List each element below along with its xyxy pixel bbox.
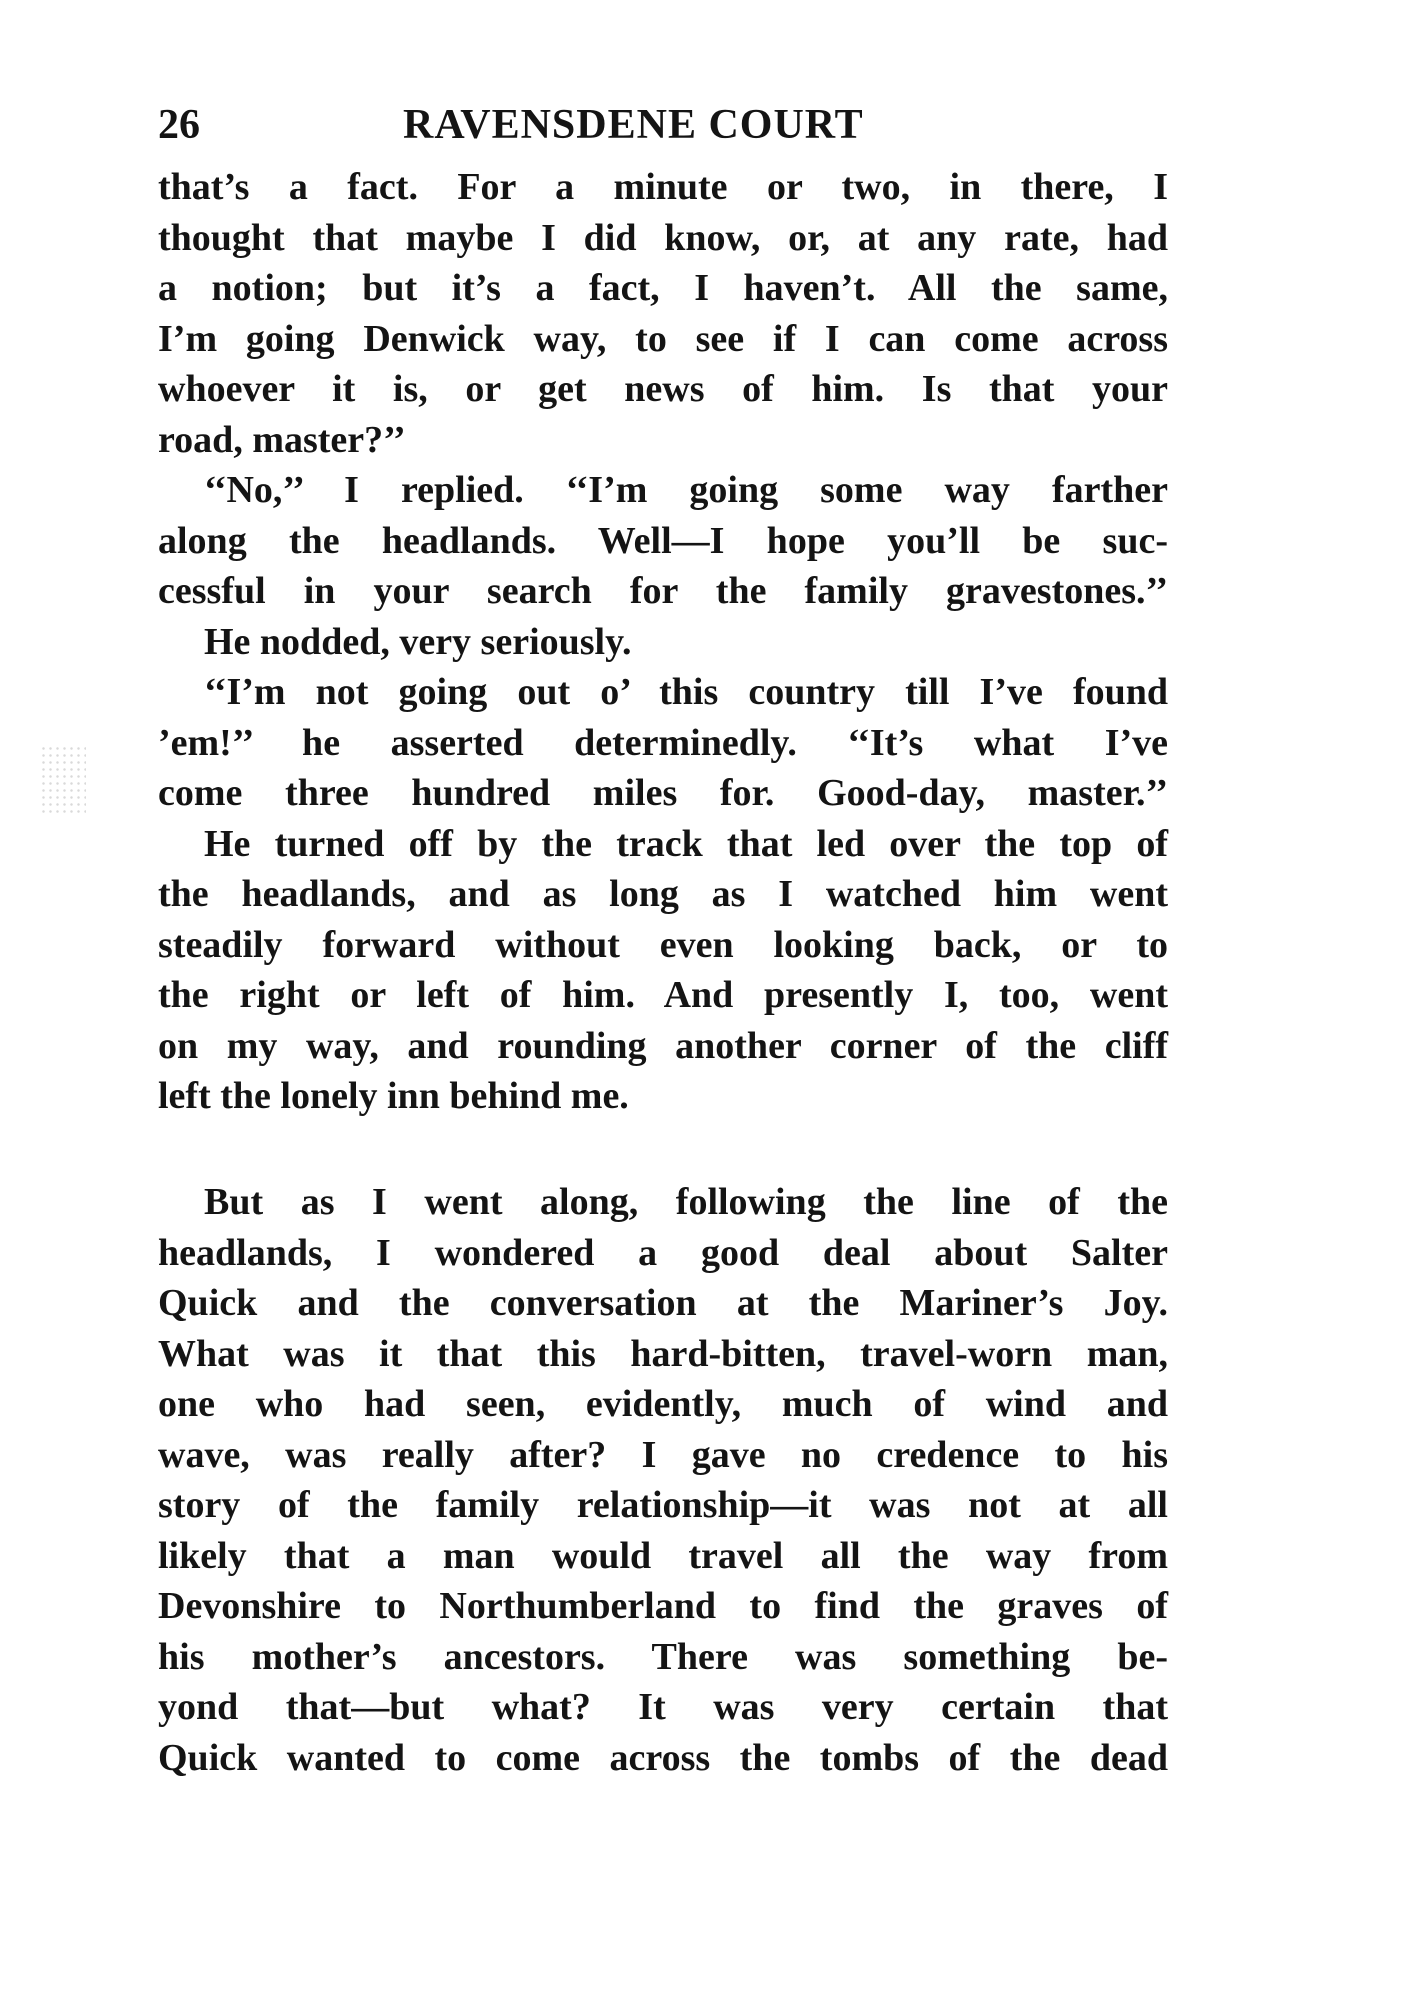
text-line: Quick and the conversation at the Mariner’s Joy. bbox=[158, 1282, 1168, 1324]
text-line: He nodded, very seriously. bbox=[204, 620, 632, 663]
text-line: the right or left of him. And presently I, too, went bbox=[158, 974, 1168, 1016]
text-line: on my way, and rounding another corner of the cliff bbox=[158, 1024, 1168, 1067]
text-line: left the lonely inn behind me. bbox=[158, 1075, 629, 1117]
text-line: ’em!’’ he asserted determinedly. ‘‘It’s what I’ve bbox=[158, 721, 1168, 764]
text-line: story of the family relationship—it was not at all bbox=[158, 1484, 1168, 1526]
text-line: yond that—but what? It was very certain that bbox=[158, 1686, 1168, 1728]
text-line: thought that maybe I did know, or, at any rate, had bbox=[158, 216, 1168, 259]
text-block-1 bbox=[158, 162, 1168, 1122]
text-line: ‘‘No,’’ I replied. ‘‘I’m going some way farther bbox=[204, 469, 1168, 511]
running-header bbox=[158, 98, 918, 152]
text-line: wave, was really after? I gave no credence to his bbox=[158, 1433, 1168, 1476]
text-line: headlands, I wondered a good deal about Salter bbox=[158, 1231, 1168, 1274]
text-line: along the headlands. Well—I hope you’ll be suc- bbox=[158, 519, 1168, 562]
text-line: Devonshire to Northumberland to find the graves of bbox=[158, 1585, 1168, 1627]
text-line: I’m going Denwick way, to see if I can come across bbox=[158, 317, 1168, 360]
text-line: his mother’s ancestors. There was something be- bbox=[158, 1635, 1168, 1678]
text-line: the headlands, and as long as I watched him went bbox=[158, 873, 1168, 915]
text-line: cessful in your search for the family gravestones.’’ bbox=[158, 570, 1168, 612]
text-line: that’s a fact. For a minute or two, in there, I bbox=[158, 166, 1168, 208]
text-line: He turned off by the track that led over the top of bbox=[204, 822, 1168, 865]
paper-blemish bbox=[40, 745, 86, 815]
text-line: steadily forward without even looking back, or to bbox=[158, 923, 1168, 966]
text-block-2 bbox=[158, 1177, 1168, 1783]
page-number: 26 bbox=[158, 102, 200, 148]
text-line: one who had seen, evidently, much of wind and bbox=[158, 1383, 1168, 1425]
text-line: ‘‘I’m not going out o’ this country till I’ve found bbox=[204, 671, 1168, 713]
text-line: whoever it is, or get news of him. Is that your bbox=[158, 368, 1168, 410]
text-line: come three hundred miles for. Good-day, master.’’ bbox=[158, 772, 1168, 814]
text-line: What was it that this hard-bitten, travel-worn man, bbox=[158, 1332, 1168, 1375]
text-line: road, master?’’ bbox=[158, 418, 406, 461]
text-line: a notion; but it’s a fact, I haven’t. All the same, bbox=[158, 267, 1168, 309]
text-line: Quick wanted to come across the tombs of the dead bbox=[158, 1736, 1168, 1779]
running-title: RAVENSDENE COURT bbox=[403, 102, 864, 148]
text-line: likely that a man would travel all the way from bbox=[158, 1534, 1168, 1577]
text-line: But as I went along, following the line of the bbox=[204, 1181, 1168, 1223]
